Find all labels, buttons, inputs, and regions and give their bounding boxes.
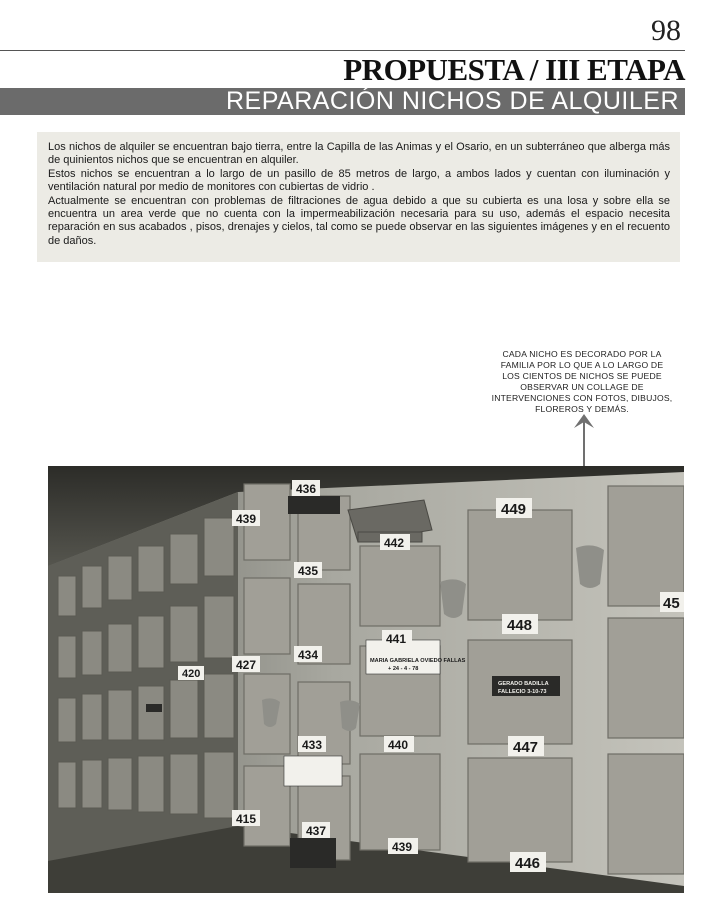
intro-box	[37, 132, 680, 262]
niche-number-label: 427	[236, 658, 257, 672]
plaque-date: + 24 - 4 - 78	[388, 666, 419, 672]
niche-number-label: 439	[392, 840, 413, 854]
niche-number-label: 439	[236, 512, 257, 526]
niches-photo	[48, 466, 684, 893]
niche-number-label: 415	[236, 812, 257, 826]
page-subtitle: REPARACIÓN NICHOS DE ALQUILER	[225, 87, 679, 115]
annotation-line: FAMILIA POR LO QUE A LO LARGO DE	[500, 360, 664, 370]
niche-number-label: 437	[306, 824, 327, 838]
plaque-name: MARIA GABRIELA OVIEDO FALLAS	[370, 658, 466, 664]
niche-number-label: 442	[384, 536, 405, 550]
niche-number-label: 45	[663, 595, 680, 612]
annotation-line: OBSERVAR UN COLLAGE DE	[520, 382, 644, 392]
niche-number-label: 435	[298, 564, 319, 578]
niche-number-label: 436	[296, 482, 317, 496]
niche-number-label: 433	[302, 738, 323, 752]
intro-paragraph-2: Estos nichos se encuentran a lo largo de un pasillo de 85 metros de largo, a ambos lados y cuentan con iluminación y ventilación natural por medio de monitores con cubiertas de vidrio .	[48, 167, 670, 194]
intro-paragraph-3: Actualmente se encuentran con problemas de filtraciones de agua debido a que su cubierta es una losa y sobre ella se encuentra un area verde que no cuenta con la impermeabilización necesaria para su uso, además el espacio necesita reparación en sus acabados , pisos, drenajes y cielos, tal como se puede observar en las siguientes imágenes y en el recuento de daños.	[48, 194, 670, 247]
header-rule	[0, 50, 685, 51]
niche-number-label: 446	[515, 855, 541, 872]
annotation-line: INTERVENCIONES CON FOTOS, DIBUJOS,	[491, 393, 673, 403]
niche-number-label: 440	[388, 738, 409, 752]
niche-number-label: 420	[182, 668, 201, 680]
niche-number-label: 441	[386, 632, 407, 646]
niche-number-label: 448	[507, 617, 533, 634]
subtitle-bar	[0, 88, 685, 115]
plaque-date: FALLECIO 3-10-73	[498, 689, 547, 695]
niche-number-label: 449	[501, 501, 527, 518]
annotation-line: LOS CIENTOS DE NICHOS SE PUEDE	[502, 371, 662, 381]
page-title: PROPUESTA / III ETAPA	[343, 52, 685, 87]
intro-paragraph-1: Los nichos de alquiler se encuentran bajo tierra, entre la Capilla de las Animas y el Osario, en un subterráneo que alberga más de quinientos nichos que se encuentran en alquiler.	[48, 141, 670, 167]
niche-number-label: 447	[513, 739, 539, 756]
annotation-line: FLOREROS Y DEMÁS.	[535, 404, 629, 414]
photo-annotation	[476, 349, 688, 415]
page-number: 98	[651, 14, 681, 47]
annotation-line: CADA NICHO ES DECORADO POR LA	[502, 349, 662, 359]
plaque-name: GERADO BADILLA	[498, 681, 549, 687]
niche-number-label: 434	[298, 648, 319, 662]
